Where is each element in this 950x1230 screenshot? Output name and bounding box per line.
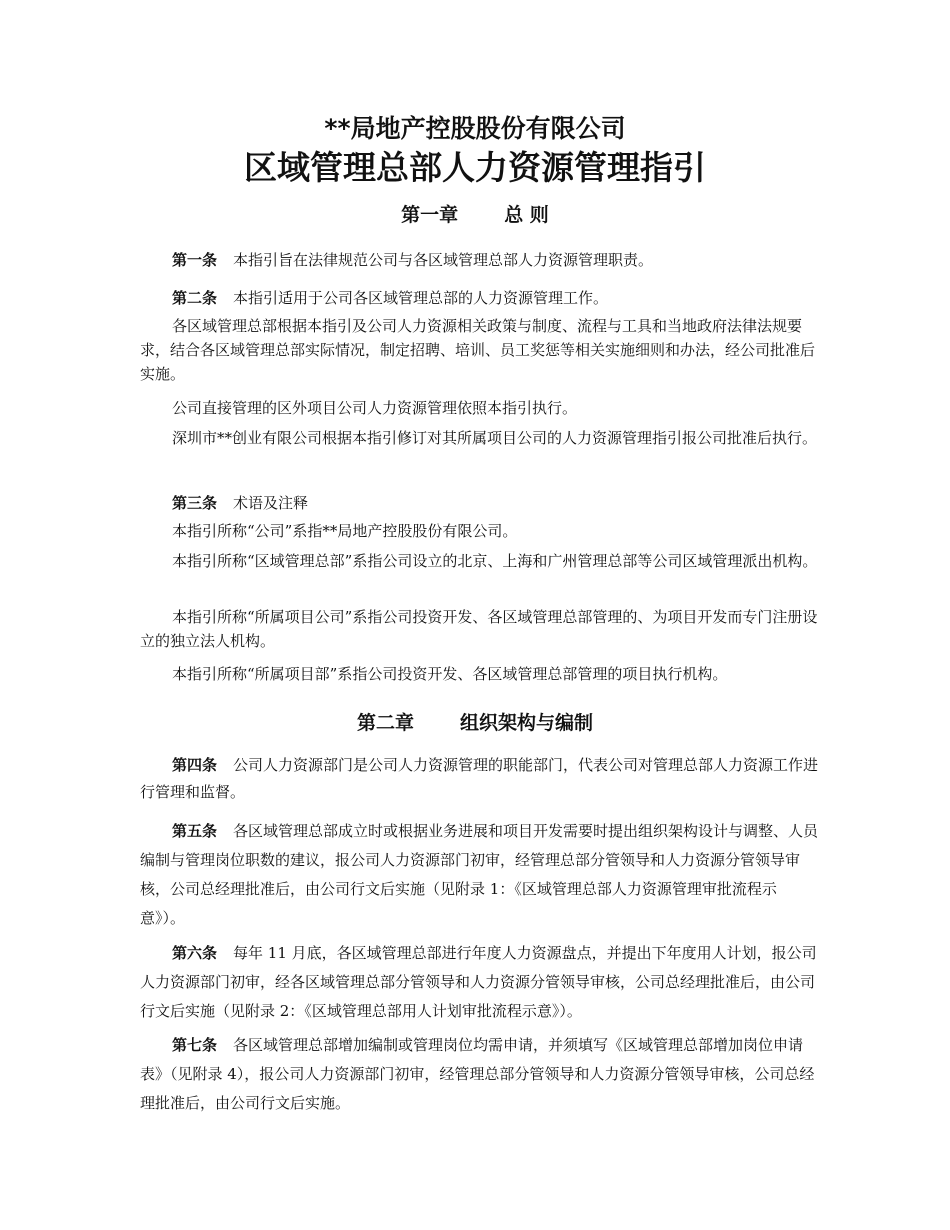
article-label: 第一条 [172,251,218,269]
article-4 [140,752,820,806]
article-5 [140,817,820,933]
article-text: 本指引适用于公司各区域管理总部的人力资源管理工作。 [233,289,609,307]
article-3-paragraph: 本指引所称“区域管理总部”系指公司设立的北京、上海和广州管理总部等公司区域管理派出机构。 [172,552,818,570]
article-text: 各区域管理总部成立时或根据业务进展和项目开发需要时提出组织架构设计与调整、人员编制与管理岗位职数的建议，报公司人力资源部门初审，经管理总部分管领导和人力资源分管领导审核，公司总经理批准后，由公司行文后实施（见附录 1：《区域管理总部人力资源管理审批流程示意》）。 [140,822,819,927]
article-label: 第三条 [172,494,218,512]
article-label: 第五条 [172,822,218,840]
article-3-paragraph: 本指引所称“公司”系指**局地产控股股份有限公司。 [172,522,518,540]
article-3-paragraph: 本指引所称“所属项目部”系指公司投资开发、各区域管理总部管理的项目执行机构。 [172,665,728,683]
article-2-paragraph: 公司直接管理的区外项目公司人力资源管理依照本指引执行。 [172,399,578,417]
article-label: 第四条 [172,756,218,774]
article-3 [140,491,820,515]
document-title: 区域管理总部人力资源管理指引 [244,148,706,187]
chapter-name: 总 则 [504,204,549,226]
chapter-name: 组织架构与编制 [460,712,594,734]
article-text: 每年 11 月底，各区域管理总部进行年度人力资源盘点，并提出下年度用人计划，报公司人力资源部门初审，经各区域管理总部分管领导和人力资源分管领导审核，公司总经理批准后，由公司行文后实施（见附录 2：《区域管理总部用人计划审批流程示意》）。 [140,944,817,1020]
chapter-2-heading [0,709,950,737]
chapter-number: 第一章 [401,204,459,226]
article-2 [140,286,820,310]
article-1 [140,248,820,272]
article-2-paragraph: 深圳市**创业有限公司根据本指引修订对其所属项目公司的人力资源管理指引报公司批准后执行。 [172,429,818,447]
article-2-paragraph: 各区域管理总部根据本指引及公司人力资源相关政策与制度、流程与工具和当地政府法律法规要求，结合各区域管理总部实际情况，制定招聘、培训、员工奖惩等相关实施细则和办法，经公司批准后实施。 [140,317,816,383]
article-label: 第六条 [172,944,218,962]
article-label: 第二条 [172,289,218,307]
chapter-1-heading [0,201,950,229]
company-title: **局地产控股股份有限公司 [324,114,626,143]
article-text: 术语及注释 [233,494,309,512]
article-7 [140,1031,820,1118]
article-text: 公司人力资源部门是公司人力资源管理的职能部门，代表公司对管理总部人力资源工作进行管理和监督。 [140,756,819,801]
article-text: 各区域管理总部增加编制或管理岗位均需申请，并须填写《区域管理总部增加岗位申请表》（见附录 4），报公司人力资源部门初审，经管理总部分管领导和人力资源分管领导审核，公司总经理批准后，由公司行文后实施。 [140,1036,815,1112]
article-text: 本指引旨在法律规范公司与各区域管理总部人力资源管理职责。 [233,251,654,269]
article-6 [140,939,820,1026]
article-3-paragraph: 本指引所称“所属项目公司”系指公司投资开发、各区域管理总部管理的、为项目开发而专门注册设立的独立法人机构。 [140,608,818,650]
article-label: 第七条 [172,1036,218,1054]
chapter-number: 第二章 [356,712,414,734]
